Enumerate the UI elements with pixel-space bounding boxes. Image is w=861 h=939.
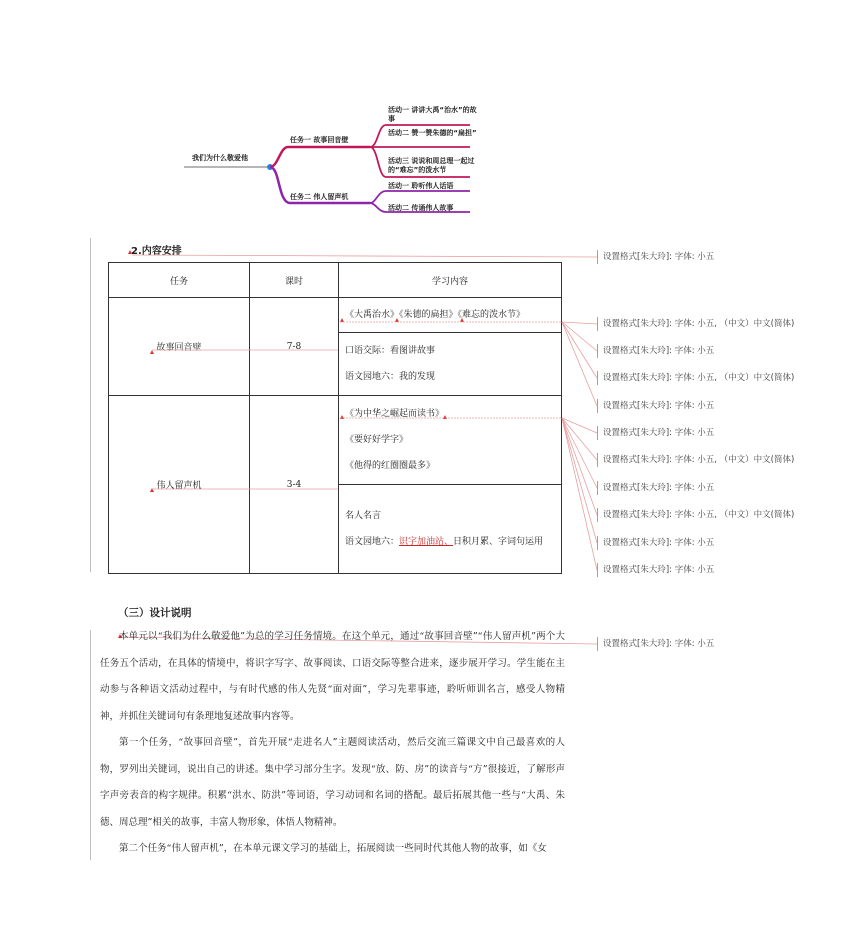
header-hours: 课时 (250, 263, 339, 298)
format-comment[interactable]: 设置格式[朱大玲]: 字体: 小五, （中文）中文(简体) (597, 508, 794, 522)
format-comment[interactable]: 设置格式[朱大玲]: 字体: 小五 (597, 536, 714, 550)
row2-lesson-3: 《他得的红圈圈最多》 (345, 461, 436, 471)
format-comment[interactable]: 设置格式[朱大玲]: 字体: 小五 (597, 637, 714, 651)
format-comment[interactable]: 设置格式[朱大玲]: 字体: 小五 (597, 563, 714, 577)
mindmap-task2-activity2: 活动二 传诵伟人故事 (388, 204, 454, 212)
format-comment[interactable]: 设置格式[朱大玲]: 字体: 小五 (597, 426, 714, 440)
format-comment[interactable]: 设置格式[朱大玲]: 字体: 小五, （中文）中文(简体) (597, 317, 794, 331)
mindmap-task2-activity1: 活动一 聆听伟人话语 (388, 182, 454, 190)
row2-lesson-2: 《要好好学字》 (345, 435, 409, 445)
format-comment[interactable]: 设置格式[朱大玲]: 字体: 小五 (597, 399, 714, 413)
mindmap-task1-activity1: 活动一 讲讲大禹“治水”的故事 (388, 106, 477, 123)
format-comment[interactable]: 设置格式[朱大玲]: 字体: 小五 (597, 250, 714, 264)
paragraph-3: 第二个任务“伟人留声机”，在本单元课文学习的基础上，拓展阅读一些同时代其他人物的故事，如《女 (119, 843, 547, 854)
row1-hours: 7-8 (250, 298, 339, 396)
paragraph-1: 本单元以“我们为什么敬爱他”为总的学习任务情境。在这个单元，通过“故事回音壁”“伟人留声机”两个大任务五个活动，在具体的情境中，将识字写字、故事阅读、口语交际等整合进来，逐步展开学习。学生能在主动参与各种语文活动过程中，与有时代感的伟人先贤“面对面”，学习先辈事迹，聆听师训名言，感受人物精神，并抓住关键词句有条理地复述故事内容等。 (100, 631, 565, 722)
header-task: 任务 (109, 263, 250, 298)
header-content: 学习内容 (339, 263, 562, 298)
mindmap-task1-label: 任务一 故事回音壁 (290, 136, 349, 144)
row1-oral: 口语交际：看图讲故事 (345, 346, 436, 356)
row1-task: 故事回音壁 (109, 298, 250, 396)
design-explanation (100, 624, 565, 863)
section3-heading: （三）设计说明 (118, 607, 192, 619)
row2-lesson-1: 《为中华之崛起而读书》 (345, 409, 445, 419)
row2-task: 伟人留声机 (109, 396, 250, 574)
row2-hours: 3-4 (250, 396, 339, 574)
paragraph-2: 第一个任务，“故事回音壁”，首先开展“走进名人”主题阅读活动，然后交流三篇课文中自己最喜欢的人物，罗列出关键词，说出自己的讲述。集中学习部分生字。发现“放、防、房”的读音与“方”很接近，了解形声字声旁表音的构字规律。积累“洪水、防洪”等词语，学习动词和名词的搭配。最后拓展其他一些与“大禹、朱德、周总理”相关的故事，丰富人物形象，体悟人物精神。 (100, 737, 565, 828)
row1-lesson-list: 《大禹治水》《朱德的扁担》《难忘的泼水节》 (345, 310, 526, 320)
row2-garden-suffix: 日积月累、字词句运用 (453, 537, 544, 547)
mindmap-root-label: 我们为什么敬爱他 (192, 154, 248, 162)
mindmap-task1-activity2: 活动二 赞一赞朱德的“扁担” (388, 129, 477, 137)
row2-quotes: 名人名言 (345, 511, 382, 521)
format-comment[interactable]: 设置格式[朱大玲]: 字体: 小五 (597, 481, 714, 495)
format-comment[interactable]: 设置格式[朱大玲]: 字体: 小五, （中文）中文(简体) (597, 453, 794, 467)
row2-garden-highlight: 识字加油站、 (399, 537, 454, 547)
row2-garden-prefix: 语文园地六： (345, 537, 400, 547)
mindmap-task2-label: 任务二 伟人留声机 (290, 193, 349, 201)
row1-garden: 语文园地六：我的发现 (345, 372, 436, 382)
mindmap-task1-activity3: 活动三 说说和周总理一起过的“难忘”的泼水节 (388, 157, 475, 174)
format-comment[interactable]: 设置格式[朱大玲]: 字体: 小五 (597, 344, 714, 358)
format-comment[interactable]: 设置格式[朱大玲]: 字体: 小五, （中文）中文(简体) (597, 371, 794, 385)
section2-heading: 2.内容安排 (131, 246, 182, 257)
